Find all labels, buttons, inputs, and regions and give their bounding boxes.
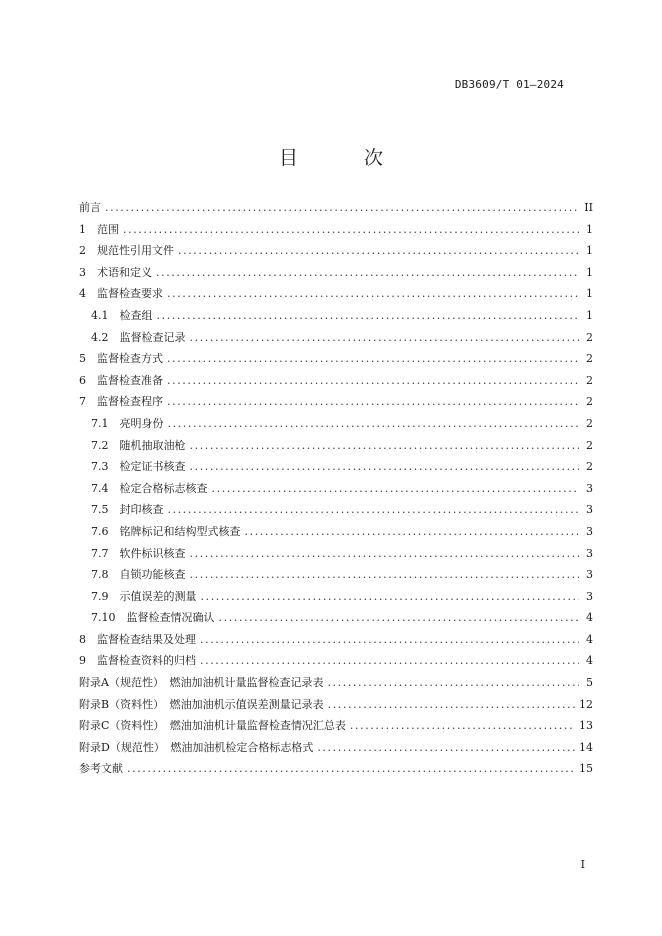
toc-entry-label: 7.3 检定证书核查 <box>91 460 186 474</box>
toc-entry-page: 2 <box>586 395 593 409</box>
toc-dot-leader <box>167 283 579 305</box>
toc-entry-label: 7.10 监督检查情况确认 <box>91 611 215 625</box>
toc-entry-label: 附录A（规范性） 燃油加油机计量监督检查记录表 <box>79 676 324 690</box>
toc-dot-leader <box>327 672 579 694</box>
toc-entry-page: 1 <box>586 265 593 279</box>
toc-dot-leader <box>190 543 580 565</box>
toc-title: 目 次 <box>278 147 414 169</box>
table-of-contents <box>79 197 593 780</box>
toc-entry-label: 7.8 自锁功能核查 <box>91 568 186 582</box>
toc-entry-label: 7.9 示值误差的测量 <box>91 589 197 603</box>
toc-dot-leader <box>178 240 579 262</box>
toc-entry-label: 附录B（资料性） 燃油加油机示值误差测量记录表 <box>79 697 324 711</box>
toc-entry[interactable] <box>79 499 593 521</box>
toc-dot-leader <box>190 435 580 457</box>
toc-dot-leader <box>328 694 575 716</box>
toc-entry[interactable] <box>79 586 593 608</box>
toc-dot-leader <box>190 327 580 349</box>
toc-entry[interactable] <box>79 435 593 457</box>
toc-entry-page: 3 <box>586 568 593 582</box>
toc-entry-label: 7 监督检查程序 <box>79 395 163 409</box>
toc-entry-label: 4.1 检查组 <box>91 308 153 322</box>
toc-entry-page: 1 <box>586 308 593 322</box>
toc-entry[interactable] <box>79 305 593 327</box>
toc-entry-page: 2 <box>586 438 593 452</box>
toc-dot-leader <box>167 391 579 413</box>
toc-entry-page: 2 <box>586 460 593 474</box>
toc-entry-page: 4 <box>586 632 593 646</box>
toc-entry-page: 2 <box>586 330 593 344</box>
toc-entry-label: 附录D（规范性） 燃油加油机检定合格标志格式 <box>79 740 314 754</box>
toc-dot-leader <box>245 521 580 543</box>
document-code: DB3609/T 01—2024 <box>454 78 564 91</box>
toc-entry[interactable] <box>79 478 593 500</box>
toc-entry-label: 7.4 检定合格标志核查 <box>91 481 208 495</box>
toc-entry-page: 1 <box>586 244 593 258</box>
toc-entry-page: 2 <box>586 373 593 387</box>
toc-entry-page: 4 <box>586 654 593 668</box>
toc-entry-label: 7.1 亮明身份 <box>91 416 164 430</box>
toc-entry-label: 参考文献 <box>79 762 123 776</box>
toc-entry[interactable] <box>79 758 593 780</box>
toc-entry[interactable] <box>79 240 593 262</box>
toc-entry-page: 3 <box>586 589 593 603</box>
toc-entry[interactable] <box>79 672 593 694</box>
toc-dot-leader <box>317 737 575 759</box>
toc-entry-label: 7.6 铭牌标记和结构型式核查 <box>91 524 241 538</box>
toc-entry-page: II <box>584 201 593 214</box>
toc-entry[interactable] <box>79 197 593 219</box>
toc-dot-leader <box>168 499 580 521</box>
toc-entry-page: 3 <box>586 503 593 517</box>
toc-entry-page: 3 <box>586 481 593 495</box>
toc-entry-page: 5 <box>586 676 593 690</box>
toc-entry-page: 15 <box>579 762 593 776</box>
toc-dot-leader <box>212 478 580 500</box>
toc-entry[interactable] <box>79 219 593 241</box>
toc-entry-label: 4.2 监督检查记录 <box>91 330 186 344</box>
toc-dot-leader <box>105 197 579 219</box>
toc-entry-page: 12 <box>579 697 593 711</box>
toc-entry[interactable] <box>79 607 593 629</box>
toc-entry[interactable] <box>79 413 593 435</box>
toc-dot-leader <box>123 219 579 241</box>
toc-dot-leader <box>167 348 579 370</box>
toc-entry[interactable] <box>79 694 593 716</box>
toc-entry-label: 3 术语和定义 <box>79 265 152 279</box>
toc-entry-page: 2 <box>586 352 593 366</box>
toc-entry-page: 1 <box>586 222 593 236</box>
toc-entry-page: 14 <box>579 740 593 754</box>
toc-entry[interactable] <box>79 262 593 284</box>
toc-entry-label: 4 监督检查要求 <box>79 287 163 301</box>
toc-dot-leader <box>190 564 580 586</box>
toc-dot-leader <box>350 715 575 737</box>
toc-entry[interactable] <box>79 650 593 672</box>
toc-entry[interactable] <box>79 543 593 565</box>
toc-entry-label: 8 监督检查结果及处理 <box>79 632 196 646</box>
toc-entry[interactable] <box>79 564 593 586</box>
toc-entry-label: 6 监督检查准备 <box>79 373 163 387</box>
toc-entry-page: 1 <box>586 287 593 301</box>
toc-dot-leader <box>201 586 580 608</box>
toc-entry[interactable] <box>79 715 593 737</box>
toc-entry[interactable] <box>79 348 593 370</box>
page-number: I <box>580 858 585 871</box>
toc-entry-page: 2 <box>586 416 593 430</box>
toc-entry-label: 前言 <box>79 201 101 214</box>
toc-dot-leader <box>127 758 575 780</box>
toc-dot-leader <box>200 629 579 651</box>
toc-dot-leader <box>190 456 580 478</box>
toc-dot-leader <box>156 262 579 284</box>
toc-entry-page: 13 <box>579 719 593 733</box>
toc-dot-leader <box>167 370 579 392</box>
toc-entry[interactable] <box>79 629 593 651</box>
toc-entry-label: 1 范围 <box>79 222 119 236</box>
toc-entry-label: 7.5 封印核查 <box>91 503 164 517</box>
toc-entry-label: 7.7 软件标识核查 <box>91 546 186 560</box>
toc-entry-page: 4 <box>586 611 593 625</box>
toc-entry[interactable] <box>79 737 593 759</box>
toc-entry-label: 7.2 随机抽取油枪 <box>91 438 186 452</box>
toc-entry[interactable] <box>79 456 593 478</box>
toc-dot-leader <box>219 607 580 629</box>
toc-dot-leader <box>200 650 579 672</box>
toc-entry-label: 9 监督检查资料的归档 <box>79 654 196 668</box>
toc-dot-leader <box>168 413 580 435</box>
toc-entry-label: 5 监督检查方式 <box>79 352 163 366</box>
toc-entry[interactable] <box>79 283 593 305</box>
toc-entry-label: 附录C（资料性） 燃油加油机计量监督检查情况汇总表 <box>79 719 346 733</box>
toc-entry[interactable] <box>79 391 593 413</box>
toc-entry-label: 2 规范性引用文件 <box>79 244 174 258</box>
toc-entry-page: 3 <box>586 546 593 560</box>
toc-entry[interactable] <box>79 370 593 392</box>
toc-entry[interactable] <box>79 521 593 543</box>
toc-entry[interactable] <box>79 327 593 349</box>
toc-dot-leader <box>157 305 580 327</box>
toc-entry-page: 3 <box>586 524 593 538</box>
